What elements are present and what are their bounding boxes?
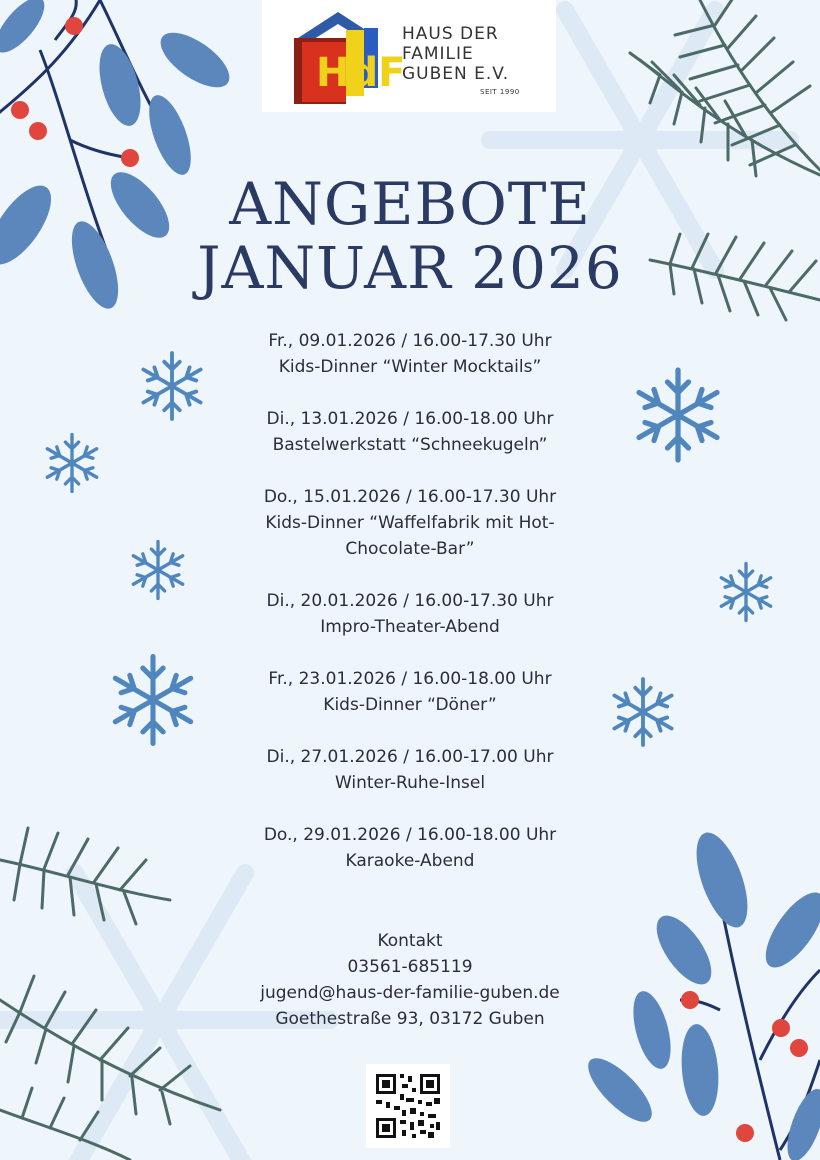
event-item — [0, 744, 820, 796]
event-item — [0, 406, 820, 458]
logo-mark-text: HdF — [316, 50, 406, 96]
event-name: Kids-Dinner “Döner” — [323, 695, 497, 715]
contact-phone: 03561-685119 — [347, 957, 473, 977]
event-item — [0, 484, 820, 562]
event-name: Karaoke-Abend — [345, 851, 475, 871]
event-name: Bastelwerkstatt “Schneekugeln” — [272, 435, 548, 455]
event-item — [0, 666, 820, 718]
event-date: Fr., 23.01.2026 / 16.00-18.00 Uhr — [268, 669, 552, 689]
logo-text — [402, 24, 509, 84]
logo — [262, 0, 556, 112]
event-name: Winter-Ruhe-Insel — [334, 773, 486, 793]
logo-house-icon — [290, 8, 406, 108]
event-item — [0, 328, 820, 380]
event-date: Di., 13.01.2026 / 16.00-18.00 Uhr — [266, 409, 554, 429]
qr-code-icon — [366, 1064, 450, 1148]
logo-line-1: HAUS DER — [402, 24, 499, 44]
event-date: Fr., 09.01.2026 / 16.00-17.30 Uhr — [268, 331, 552, 351]
contact-address: Goethestraße 93, 03172 Guben — [275, 1009, 545, 1029]
contact-heading: Kontakt — [377, 931, 443, 951]
event-date: Di., 20.01.2026 / 16.00-17.30 Uhr — [266, 591, 554, 611]
page-title-line-2: JANUAR 2026 — [197, 234, 623, 302]
event-name: Impro-Theater-Abend — [320, 617, 500, 637]
event-date: Do., 15.01.2026 / 16.00-17.30 Uhr — [263, 487, 557, 507]
logo-line-3: GUBEN E.V. — [402, 64, 510, 84]
event-date: Do., 29.01.2026 / 16.00-18.00 Uhr — [263, 825, 557, 845]
logo-line-2: FAMILIE — [402, 44, 474, 64]
logo-since: SEIT 1990 — [480, 88, 520, 96]
event-name: Kids-Dinner “Winter Mocktails” — [278, 357, 542, 377]
contact-email: jugend@haus-der-familie-guben.de — [260, 983, 560, 1003]
event-list — [0, 328, 820, 900]
page-title-line-1: ANGEBOTE — [229, 170, 591, 238]
event-name: Kids-Dinner “Waffelfabrik mit Hot- Chocolate-Bar” — [265, 513, 555, 559]
event-date: Di., 27.01.2026 / 16.00-17.00 Uhr — [266, 747, 554, 767]
contact-block — [0, 928, 820, 1032]
event-item — [0, 822, 820, 874]
event-item — [0, 588, 820, 640]
